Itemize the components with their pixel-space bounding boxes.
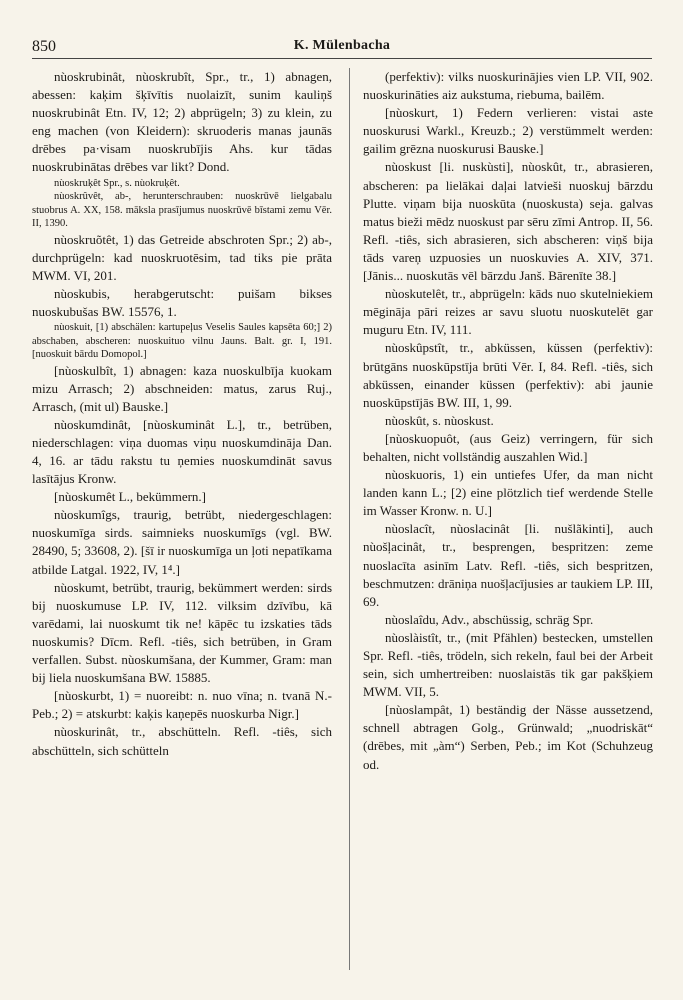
dictionary-entry: nùoskruķêt Spr., s. nùokruķêt. [54,177,180,189]
dictionary-entry: [nùoskurt, 1) Federn verlieren: vistai aste nuoskurusi Warkl., Kreuzb.; 2) verstümmelt werden: gailim grēzna nuoskurusi Bauske.] [363,105,653,157]
right-column [363,68,653,774]
dictionary-entry: nùoskuit, [1) abschälen: kartupeļus Veselis Saules kapsēta 60;] 2) abschaben, abscheren: nuoskuituo vilnu Jauns. Balt. gr. I, 191. [nuoskuit bārdu Domopol.] [32,322,332,361]
running-title: K. Mülenbacha [293,38,391,53]
dictionary-entry: [nùoskulbît, 1) abnagen: kaza nuoskulbīja kuokam mizu Arrasch; 2) abschneiden: matus, zarus Ruj., Arrasch, (mit ul) Bauske.] [32,362,332,414]
page-number: 850 [32,38,56,55]
dictionary-entry: nùoskurinât, tr., abschütteln. Refl. -tiês, sich abschütteln, sich schütteln [32,724,332,758]
column-divider [349,68,350,970]
dictionary-entry: nùoskrubinât, nùoskrubît, Spr., tr., 1) abnagen, abessen: kaķim šķīvītis nuolaizīt, sunim kauliņš nuoskrubinât Etn. IV, 12; 2) abprügeln; 3) zu klein, zu eng machen (von Kleidern): skruoderis manas jaunās drēbes pa·visam nuoskrubījis Ahs. kur tādas nuoskrubinātas drēbes var likt? Dond. [32,69,332,175]
dictionary-entry: nùoskubis, herabgerutscht: puišam bikses nuoskubušas BW. 15576, 1. [32,285,332,319]
dictionary-entry: [nùoslampât, 1) beständig der Nässe aussetzend, schnell abtragen Golg., Grünwald; „nuodriskāt“ (drēbes, mit „àm“) Serben, Peb.; im Kot (Schuhzeug od. [363,702,653,772]
dictionary-entry: nùoskruõtêt, 1) das Getreide abschroten Spr.; 2) ab-, durchprügeln: kad nuoskruotēsim, tad tiks pie prāta MWM. VI, 201. [32,231,332,283]
dictionary-entry: nùoskûpstît, tr., abküssen, küssen (perfektiv): brūtgāns nuoskūpstīja brūti Vēr. I, 84. Refl. -tiês, sich abküssen, einander küssen (perfektiv): abi jaunie nuoskūpstījās BW. III, 1, 99. [363,340,653,410]
dictionary-entry: nùoskumdinât, [nùoskuminât L.], tr., betrüben, niederschlagen: viņa duomas viņu nuoskumdināja Dan. 4, 16. ar tādu rakstu tu ņemies nuoskumdināt savus lasītājus Kronw. [32,416,332,487]
dictionary-entry: [nùoskurbt, 1) = nuoreibt: n. nuo vīna; n. tvanā N.-Peb.; 2) = atskurbt: kaķis kaņepēs nuoskurba Nigr.] [32,688,332,722]
dictionary-entry: nùoslaîdu, Adv., abschüssig, schräg Spr. [385,611,594,627]
dictionary-entry: nùoslacît, nùoslacinât [li. nušlãkinti], auch nùošļacinât, tr., besprengen, bespritzen: zeme nuoslacīta asinīm Latv. Refl. -tiês, sich bespritzen, beschmutzen: drāniņa nuošļacījusies ar taukiem LP. III, 69. [363,521,653,609]
dictionary-entry: nùoskutelêt, tr., abprügeln: kāds nuo skutelniekiem mēgināja pāri reizes ar savu sluotu nuoskutelēt gar muguru Etn. IV, 111. [363,286,653,338]
left-column [32,68,332,760]
dictionary-entry: nùoskrûvêt, ab-, herunterschrauben: nuoskrūvē lielgabalu stuobrus A. XX, 158. māksla prasījumus nuoskrūvē bīstami zemu Vēr. II, 1390. [32,191,332,230]
dictionary-entry: nùoslàistît, tr., (mit Pfählen) bestecken, umstellen Spr. Refl. -tiês, trödeln, sich rekeln, faul bei der Arbeit sein, sich umhertreiben: nuoslaistās tik gar pakšķiem MWM. VII, 5. [363,629,653,700]
dictionary-entry: nùoskuoris, 1) ein untiefes Ufer, da man nicht landen kann L.; [2) eine plötzlich tief werdende Stelle im Wasser Kronw. n. U.] [363,467,653,519]
dictionary-entry: (perfektiv): vilks nuoskurinājies vien LP. VII, 902. nuoskurināties aiz aukstuma, riebuma, bailēm. [363,69,653,103]
page-header [32,36,652,59]
dictionary-entry: nùoskust [li. nuskùsti], nùoskût, tr., abrasieren, abscheren: pa lielākai daļai latvieši nuoskuj bārzdu Plutte. viņam bija nuoskūta (nuoskusta) seja. galvas matus bieži mēdz nuoskust par sēru zīmi Antrop. II, 56. Refl. -tiês, sich abrasieren, sich abscheren: viņš bija tāds vareņ uzpuosies un nuoskuvies A. XIV, 371. [Jānis... nuoskutās vēl bārzdu Janš. Bārenīte 38.] [363,159,653,284]
dictionary-entry: nùoskumt, betrübt, traurig, bekümmert werden: sirds bij nuoskumuse LP. IV, 112. vilksim dzīvību, kā varēdami, lai nuoskumt tik ne! kāpēc tu izskaties tāds nuoskumis? Dīcm. Refl. -tiês, sich betrüben, in Gram verfallen. Subst. nùoskumšana, der Kummer, Gram: man bij liela nuoskumšana BW. 15885. [32,579,332,686]
dictionary-entry: nùoskût, s. nùoskust. [385,412,494,428]
dictionary-entry: [nùoskumêt L., bekümmern.] [54,489,206,505]
dictionary-entry: nùoskumîgs, traurig, betrübt, niedergeschlagen: nuoskumīga sirds. saimnieks nuoskumīgs (vgl. BW. 28490, 5; 33608, 2). [šī ir nuoskumīga un ļoti nepatīkama atbilde Latgal. 1922, IV, 1⁴.] [32,507,332,577]
dictionary-entry: [nùoskuopuôt, (aus Geiz) verringern, für sich behalten, nicht vollständig auszahlen Wid.] [363,430,653,464]
